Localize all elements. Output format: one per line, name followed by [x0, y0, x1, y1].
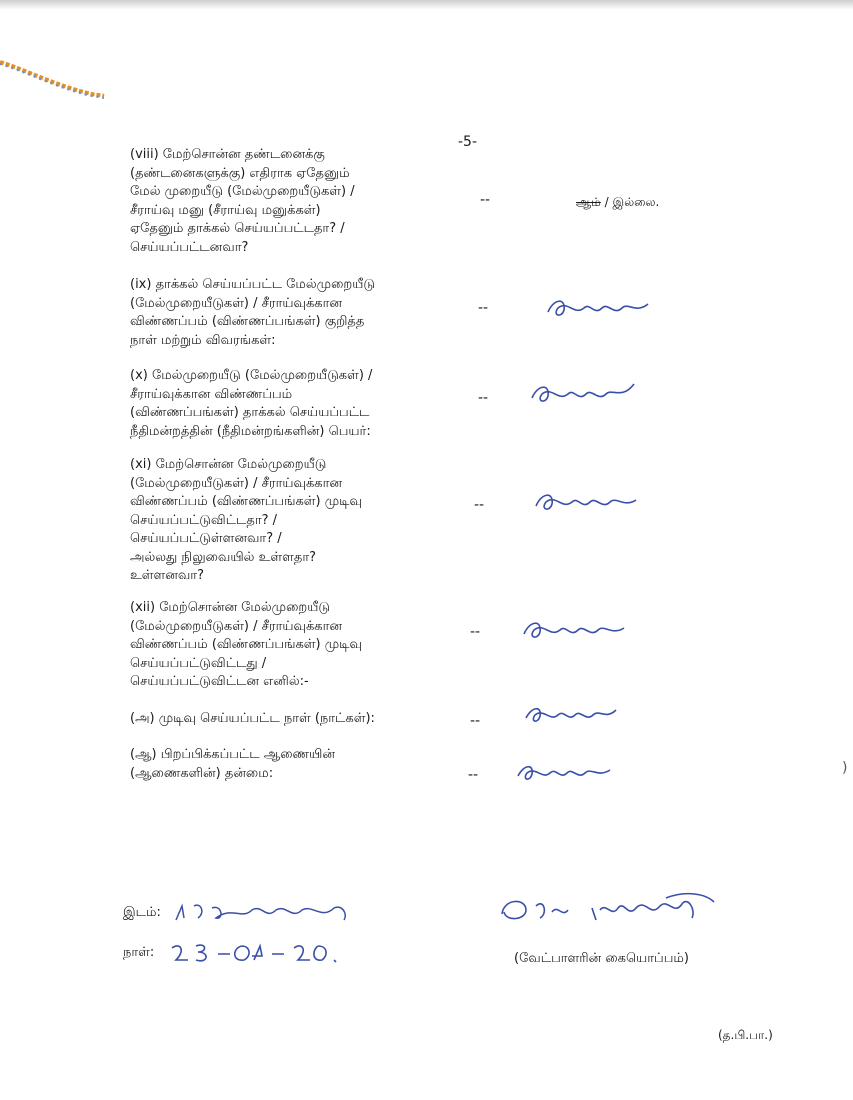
- answer-dash: --: [468, 767, 479, 783]
- question-ix: [130, 276, 430, 350]
- question-line: நாள் மற்றும் விவரங்கள்:: [130, 332, 276, 348]
- question-line: விண்ணப்பம் (விண்ணப்பங்கள்) முடிவு: [130, 637, 362, 652]
- question-line: (ஆ) பிறப்பிக்கப்பட்ட ஆணையின்: [130, 747, 335, 762]
- question-line: செய்யப்பட்டனவா?: [130, 239, 249, 255]
- answer-dash: --: [480, 192, 491, 208]
- question-line: (மேல்முறையீடுகள்) / சீராய்வுக்கான: [130, 618, 342, 634]
- signature-caption: (வேட்பாளரின் கையொப்பம்): [514, 951, 689, 966]
- handwritten-answer-xi: [532, 486, 642, 518]
- place-label: இடம்:: [123, 905, 161, 920]
- question-line: (x) மேல்முறையீடு (மேல்முறையீடுகள்) /: [130, 368, 373, 383]
- scan-top-edge: [0, 0, 853, 10]
- answer-dash: --: [478, 300, 489, 316]
- question-a: [130, 710, 430, 729]
- question-x: [130, 367, 430, 441]
- question-line: (அ) முடிவு செய்யப்பட்ட நாள் (நாட்கள்):: [130, 711, 375, 726]
- answer-dash: --: [470, 624, 481, 640]
- handwritten-answer-x: [528, 374, 640, 410]
- question-line: உள்ளனவா?: [130, 568, 204, 583]
- question-line: (xi) மேற்சொன்ன மேல்முறையீடு: [130, 457, 327, 472]
- handwritten-answer-a: [522, 700, 622, 730]
- handwritten-answer-aa: [514, 758, 620, 788]
- printed-answer: [576, 195, 659, 211]
- question-line: ஏதேனும் தாக்கல் செய்யப்பட்டதா? /: [130, 221, 345, 236]
- question-xi: [130, 456, 430, 586]
- question-line: அல்லது நிலுவையில் உள்ளதா?: [130, 549, 317, 565]
- handwritten-answer-xii: [520, 614, 630, 646]
- question-line: (ix) தாக்கல் செய்யப்பட்ட மேல்முறையீடு: [130, 277, 375, 292]
- scan-edge-mark: ): [842, 760, 848, 776]
- question-line: நீதிமன்றத்தின் (நீதிமன்றங்களின்) பெயர்:: [130, 423, 371, 439]
- page-number: -5-: [458, 134, 478, 150]
- struck-option: ஆம்: [576, 195, 601, 209]
- question-line: (viii) மேற்சொன்ன தண்டனைக்கு: [130, 147, 325, 162]
- binding-thread: [0, 52, 110, 102]
- question-viii: [130, 146, 430, 257]
- question-line: (மேல்முறையீடுகள்) / சீராய்வுக்கான: [130, 475, 342, 491]
- question-line: மேல் முறையீடு (மேல்முறையீடுகள்) /: [130, 184, 355, 199]
- question-line: (ஆணைகளின்) தன்மை:: [130, 765, 274, 781]
- answer-dash: --: [478, 390, 489, 406]
- handwritten-place: [172, 898, 352, 928]
- handwritten-answer-ix: [544, 290, 654, 324]
- question-line: செய்யப்பட்டுவிட்டதா? /: [130, 512, 278, 528]
- question-line: செய்யப்பட்டுவிட்டது /: [130, 655, 267, 671]
- question-line: செய்யப்பட்டுள்ளனவா? /: [130, 531, 282, 546]
- question-line: செய்யப்பட்டுவிட்டன எனில்:-: [130, 674, 309, 689]
- question-line: சீராய்வு மனு (சீராய்வு மனுக்கள்): [130, 202, 321, 218]
- date-label: நாள்:: [123, 945, 155, 960]
- question-line: (விண்ணப்பங்கள்) தாக்கல் செய்யப்பட்ட: [130, 405, 370, 420]
- handwritten-date: [166, 938, 344, 968]
- question-line: விண்ணப்பம் (விண்ணப்பங்கள்) முடிவு: [130, 494, 362, 509]
- candidate-signature: [496, 888, 722, 930]
- question-line: (xii) மேற்சொன்ன மேல்முறையீடு: [130, 600, 331, 615]
- question-line: (தண்டனைகளுக்கு) எதிராக ஏதேனும்: [130, 165, 350, 181]
- answer-text: / இல்லை.: [604, 195, 660, 209]
- question-line: விண்ணப்பம் (விண்ணப்பங்கள்) குறித்த: [130, 314, 365, 329]
- question-line: (மேல்முறையீடுகள்) / சீராய்வுக்கான: [130, 295, 342, 311]
- question-line: சீராய்வுக்கான விண்ணப்பம்: [130, 386, 293, 402]
- answer-dash: --: [474, 497, 485, 513]
- question-xii: [130, 599, 430, 692]
- footer-mark: (த.பி.பா.): [718, 1028, 773, 1042]
- question-aa: [130, 746, 430, 783]
- answer-dash: --: [470, 713, 481, 729]
